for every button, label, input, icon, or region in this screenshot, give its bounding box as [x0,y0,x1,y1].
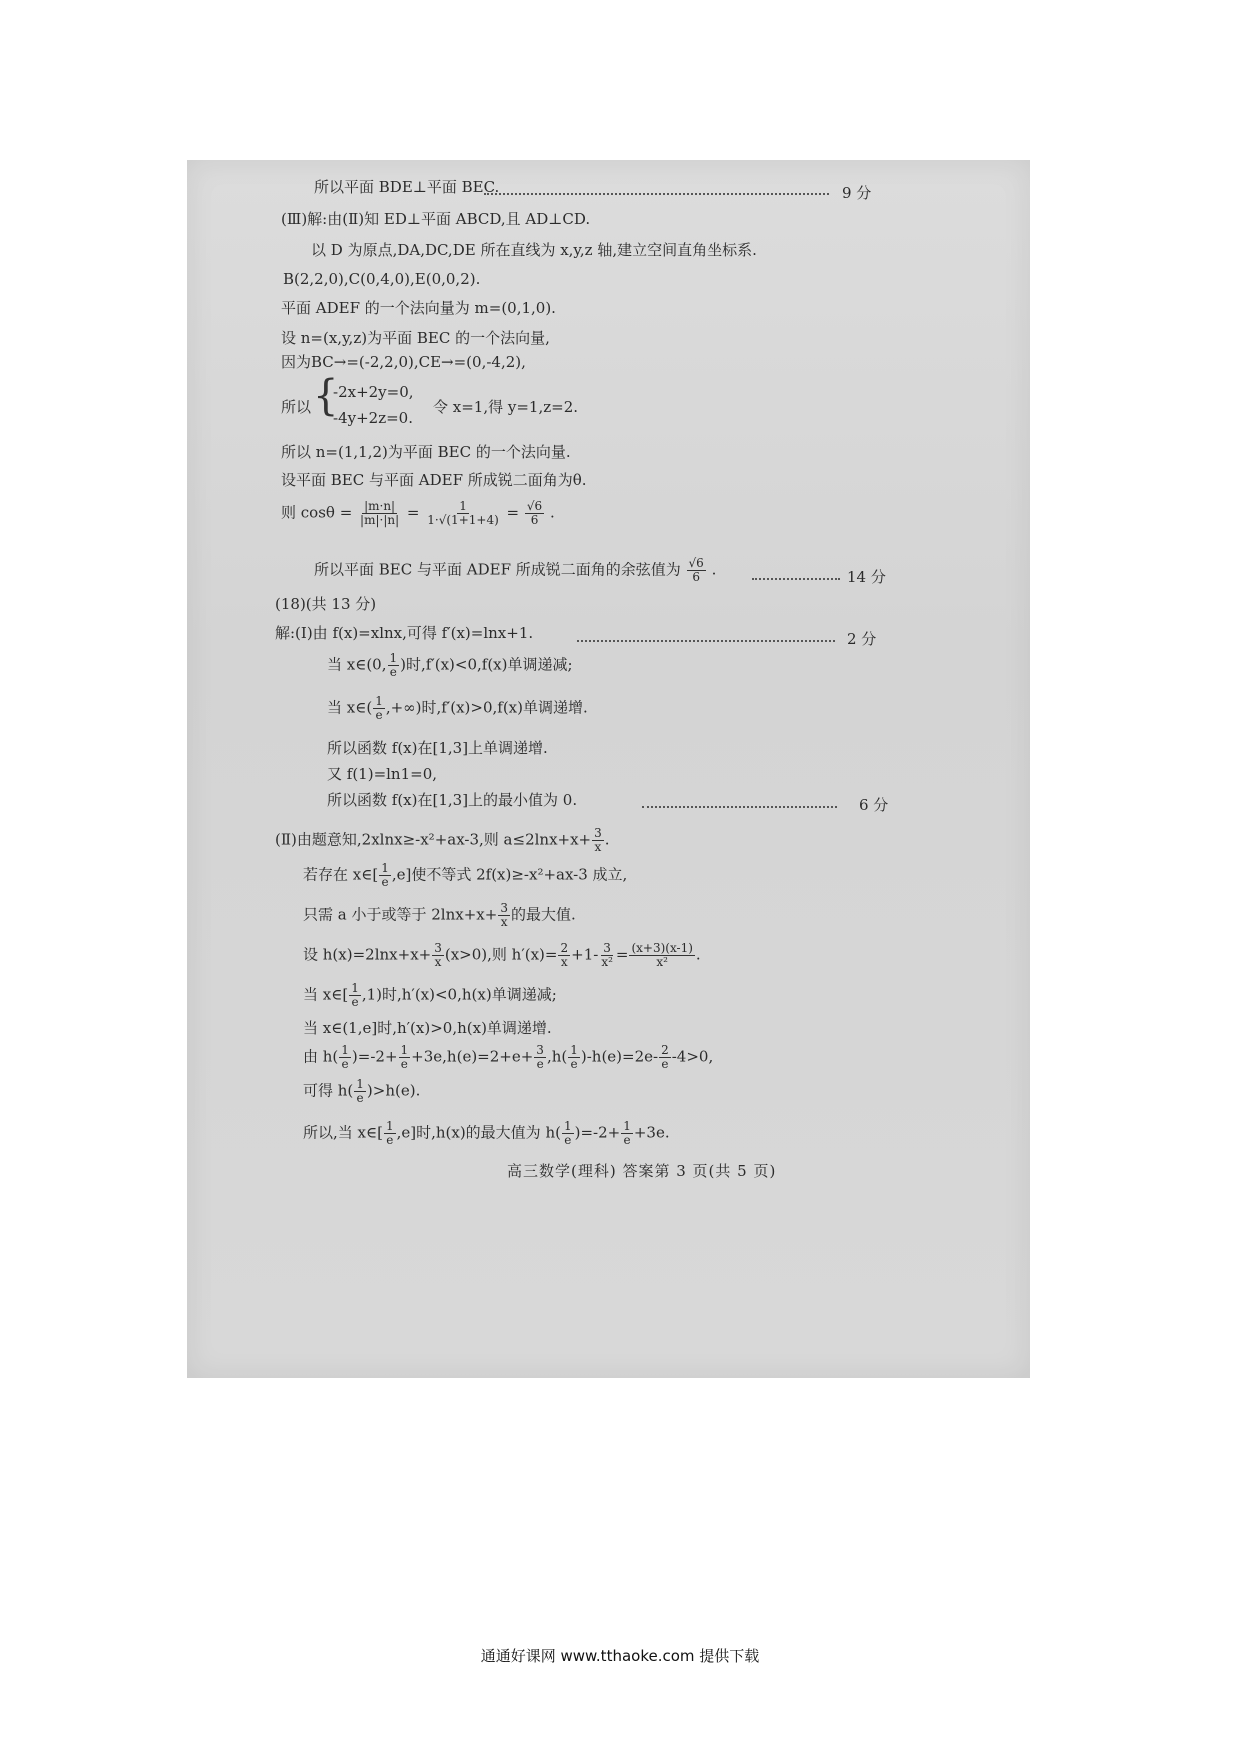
text-line: 令 x=1,得 y=1,z=2. [433,398,579,416]
text-line: 所以函数 f(x)在[1,3]上单调递增. [327,739,548,757]
fraction: $\frac{1}{e}$ [400,1043,409,1071]
fraction: $\frac{2}{x}$ [560,941,569,969]
score-mark: 6 分 [859,796,889,814]
text-line: 所以 [281,398,312,416]
fraction: $\frac{√6}{6}$ [526,499,543,527]
text-line: 平面 ADEF 的一个法向量为 m=(0,1,0). [281,299,556,317]
formula-line: 设 h(x)=2lnx+x+ $\frac{3}{x}$ (x>0),则 h′(x)= $\frac{2}{x}$ +1- $\frac{3}{\text{x²}}$ = $\frac{(x+3)(x-1)}{\text{x²}}$ . [303,941,701,969]
fraction: $\frac{1}{e}$ [351,981,359,1009]
dotted-leader [642,806,837,808]
formula-line: 可得 h( $\frac{1}{e}$ )>h(e). [303,1077,421,1105]
fraction: $\frac{1}{e}$ [563,1119,572,1147]
fraction: $\frac{3}{x}$ [594,826,602,854]
fraction: $\frac{1}{e}$ [341,1043,349,1071]
fraction: $\frac{1}{e}$ [570,1043,578,1071]
question-header: (18)(共 13 分) [275,595,377,613]
formula-line: 当 x∈(0, $\frac{1}{e}$ )时,f′(x)<0,f(x)单调递减; [327,651,573,679]
fraction: $\frac{(x+3)(x-1)}{\text{x²}}$ [631,941,693,969]
text-line: 所以平面 BDE⊥平面 BEC. [314,178,500,196]
page-footer: 高三数学(理科) 答案第 3 页(共 5 页) [507,1162,777,1180]
equation-line: -4y+2z=0. [333,409,413,427]
score-mark: 9 分 [842,184,872,202]
fraction: $\frac{3}{e}$ [536,1043,544,1071]
fraction: $\frac{1}{e}$ [623,1119,631,1147]
formula-line: 由 h( $\frac{1}{e}$ )=-2+ $\frac{1}{e}$ +3e,h(e)=2+e+ $\frac{3}{e}$ ,h( $\frac{1}{e}$ )-h(e)=2e- $\frac{2}{e}$ -4>0, [303,1043,714,1071]
fraction: $\frac{1}{e}$ [389,651,398,679]
fraction: $\frac{√6}{6}$ [688,556,704,584]
fraction: $\frac{1}{e}$ [356,1077,364,1105]
text-line: 设 n=(x,y,z)为平面 BEC 的一个法向量, [281,329,550,347]
equation-brace: { [313,371,339,421]
fraction: $\frac{2}{e}$ [661,1043,669,1071]
text-line: (Ⅲ)解:由(Ⅱ)知 ED⊥平面 ABCD,且 AD⊥CD. [281,210,591,228]
formula-line: 所以,当 x∈[ $\frac{1}{e}$ ,e]时,h(x)的最大值为 h( $\frac{1}{e}$ )=-2+ $\frac{1}{e}$ +3e. [303,1119,670,1147]
fraction: $\frac{|m\cdot n|}{|m|\cdot|n|}$ [360,499,400,527]
scanned-answer-page [187,160,1030,1378]
dotted-leader [577,640,835,642]
fraction: $\frac{3}{x}$ [434,941,442,969]
text-line: 解:(Ⅰ)由 f(x)=xlnx,可得 f′(x)=lnx+1. [275,624,534,642]
fraction: $\frac{1}{e}$ [381,861,389,889]
formula-line: 当 x∈( $\frac{1}{e}$ ,+∞)时,f′(x)>0,f(x)单调递增. [327,694,588,722]
text-line: 以 D 为原点,DA,DC,DE 所在直线为 x,y,z 轴,建立空间直角坐标系. [311,241,757,259]
formula-line: 当 x∈[ $\frac{1}{e}$ ,1)时,h′(x)<0,h(x)单调递减; [303,981,557,1009]
score-mark: 14 分 [847,568,886,586]
formula-line: 只需 a 小于或等于 2lnx+x+ $\frac{3}{x}$ 的最大值. [303,901,576,929]
fraction: $\frac{3}{x}$ [500,901,508,929]
text-line: 当 x∈(1,e]时,h′(x)>0,h(x)单调递增. [303,1019,552,1037]
text-line: B(2,2,0),C(0,4,0),E(0,0,2). [283,270,481,288]
formula-line: 所以平面 BEC 与平面 ADEF 所成锐二面角的余弦值为 $\frac{√6}{6}$ . [314,556,717,584]
fraction: $\frac{1}{e}$ [385,1119,394,1147]
fraction: $\frac{1}{1\cdot√(1+1+4)}$ [427,499,499,527]
dotted-leader [752,578,840,580]
site-credit: 通通好课网 www.tthaoke.com 提供下载 [480,1647,760,1665]
fraction: $\frac{3}{\text{x²}}$ [601,941,613,969]
formula-line: 则 cosθ = $\frac{|m\cdot n|}{|m|\cdot|n|}$ = $\frac{1}{1\cdot√(1+1+4)}$ = $\frac{√6}{6}$ . [281,499,555,527]
dotted-leader [484,193,829,195]
equation-line: -2x+2y=0, [333,383,414,401]
text-line: 又 f(1)=ln1=0, [327,765,438,783]
text-line: 所以 n=(1,1,2)为平面 BEC 的一个法向量. [281,443,571,461]
formula-line: (Ⅱ)由题意知,2xlnx≥-x²+ax-3,则 a≤2lnx+x+ $\frac{3}{x}$ . [275,826,610,854]
score-mark: 2 分 [847,630,877,648]
text-line: 所以函数 f(x)在[1,3]上的最小值为 0. [327,791,578,809]
formula-line: 若存在 x∈[ $\frac{1}{e}$ ,e]使不等式 2f(x)≥-x²+ax-3 成立, [303,861,628,889]
fraction: $\frac{1}{e}$ [375,694,383,722]
text-line: 设平面 BEC 与平面 ADEF 所成锐二面角为θ. [281,471,587,489]
text-line: 因为BC→=(-2,2,0),CE→=(0,-4,2), [281,353,526,371]
